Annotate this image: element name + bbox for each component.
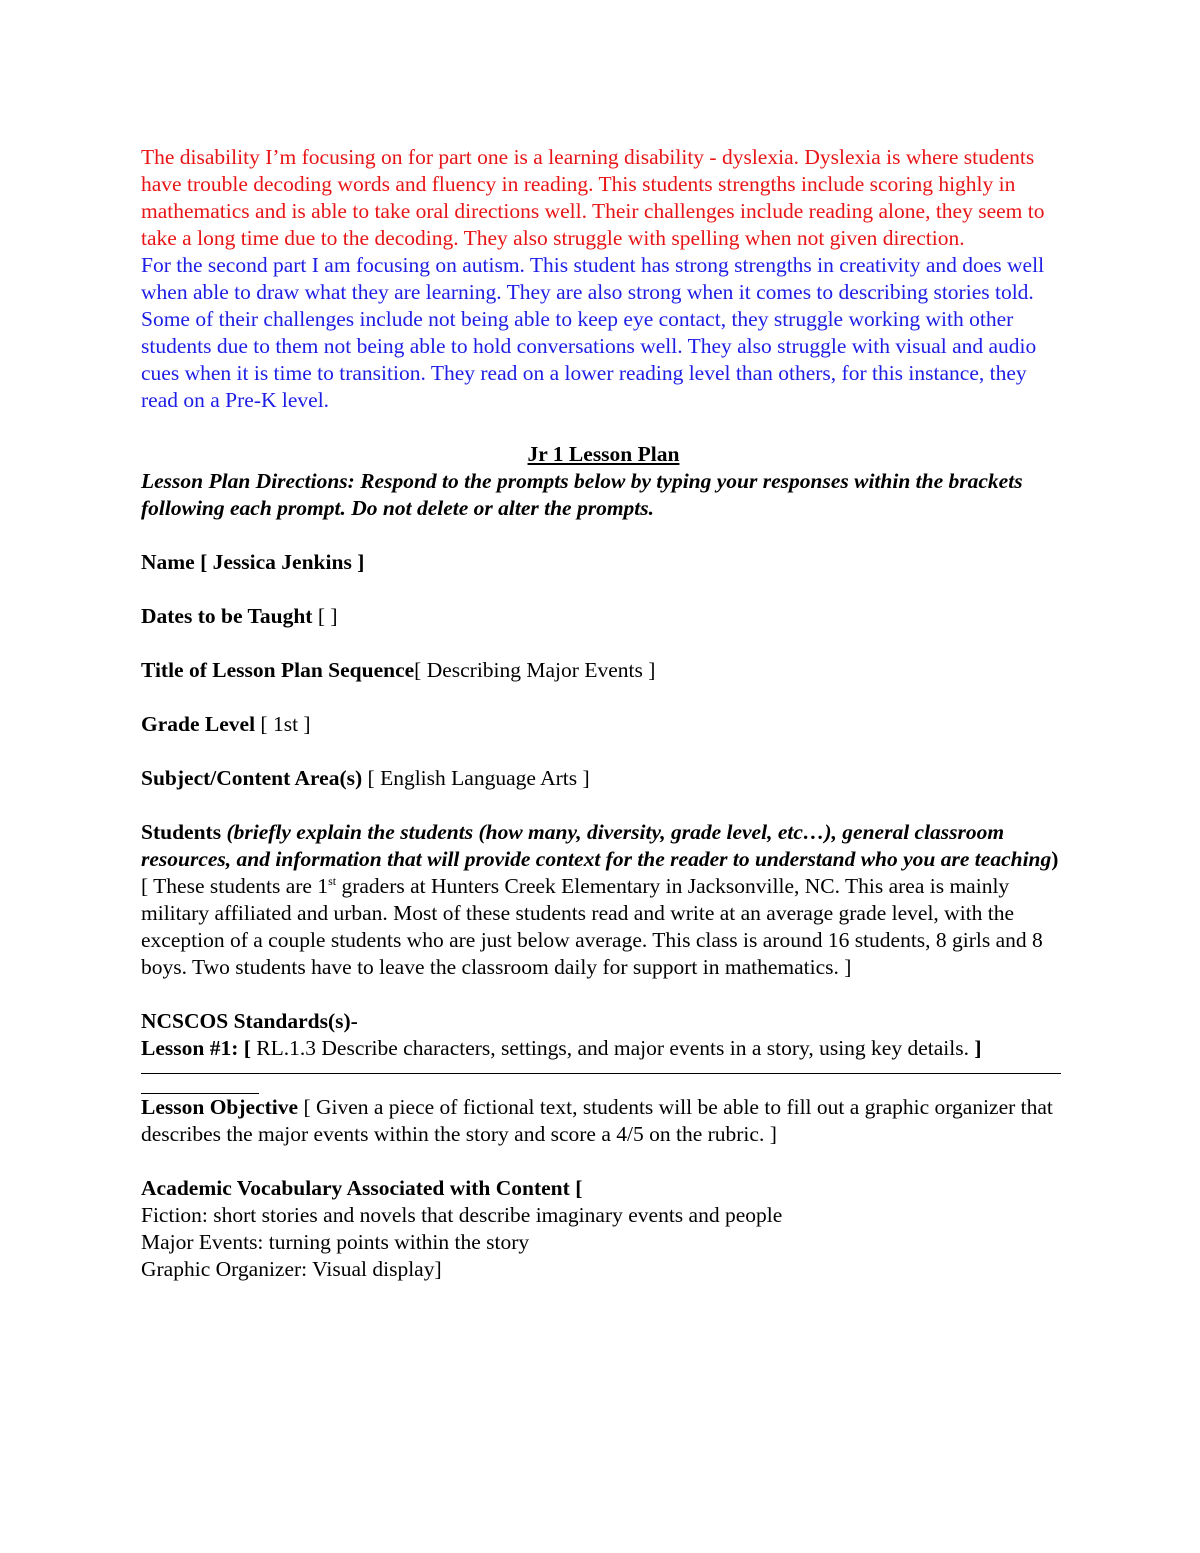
lesson-title-field (141, 657, 1066, 684)
standards-heading: NCSCOS Standards(s)- (141, 1009, 358, 1033)
students-field (141, 819, 1066, 981)
document-title: Jr 1 Lesson Plan (527, 442, 680, 466)
standards-open-bracket: [ (238, 1036, 257, 1060)
dates-field (141, 603, 1066, 630)
lesson-title-value: [ Describing Major Events ] (414, 658, 656, 682)
dates-value: [ ] (312, 604, 338, 628)
standards-lesson-label: Lesson #1: (141, 1036, 239, 1060)
dates-label: Dates to be Taught (141, 604, 313, 628)
lesson-title-label: Title of Lesson Plan Sequence (141, 658, 415, 682)
students-close-paren: ) (1051, 847, 1059, 871)
objective-value: [ Given a piece of fictional text, students will be able to fill out a graphic organizer that describes the major events within the story and score a 4/5 on the rubric. ] (141, 1095, 1053, 1146)
vocabulary-line: Graphic Organizer: Visual display] (141, 1257, 442, 1281)
subject-field (141, 765, 1066, 792)
students-value-end: graders at Hunters Creek Elementary in Jacksonville, NC. This area is mainly military affiliated and urban. Most of these students read and write at an average grade level, with the exception of a couple students who are just below average. This class is around 16 students, 8 girls and 8 boys. Two students have to leave the classroom daily for support in mathematics. ] (141, 874, 1043, 979)
intro-part-two: For the second part I am focusing on autism. This student has strong strengths in creativity and does well when able to draw what they are learning. They are also strong when it comes to describing stories told. Some of their challenges include not being able to keep eye contact, they struggle working with other students due to them not being able to hold conversations well. They also struggle with visual and audio cues when it is time to transition. They read on a lower reading level than others, for this instance, they read on a Pre-K level. (141, 253, 1045, 412)
students-value-start: [ These students are 1 (141, 874, 329, 898)
students-label: Students (141, 820, 227, 844)
divider-line (141, 1062, 1061, 1074)
students-value-sup: st (328, 873, 337, 888)
intro-part-one: The disability I’m focusing on for part one is a learning disability - dyslexia. Dyslexia is where students have trouble decoding words and fluency in reading. This students strengths include scoring highly in mathematics and is able to take oral directions well. Their challenges include reading alone, they seem to take a long time due to the decoding. They also struggle with spelling when not given direction. (141, 145, 1045, 250)
vocabulary-label: Academic Vocabulary Associated with Content (141, 1176, 570, 1200)
standards-lesson-1 (141, 1035, 1066, 1062)
vocabulary-heading (141, 1175, 1066, 1202)
objective-field (141, 1094, 1066, 1148)
document-page (141, 144, 1066, 1283)
vocabulary-line: Major Events: turning points within the story (141, 1230, 530, 1254)
students-prompt: (briefly explain the students (how many, diversity, grade level, etc…), general classroom resources, and information that will provide context for the reader to understand who you are teaching (141, 820, 1052, 871)
standards-value: RL.1.3 Describe characters, settings, and major events in a story, using key details. (256, 1036, 969, 1060)
vocabulary-line: Fiction: short stories and novels that describe imaginary events and people (141, 1203, 783, 1227)
divider-short-line (141, 1074, 259, 1094)
standards-close-bracket: ] (968, 1036, 982, 1060)
grade-value: [ 1st ] (255, 712, 311, 736)
name-field (141, 549, 1066, 576)
lesson-plan-directions: Lesson Plan Directions: Respond to the prompts below by typing your responses within the brackets following each prompt. Do not delete or alter the prompts. (141, 469, 1023, 520)
grade-label: Grade Level (141, 712, 256, 736)
subject-label: Subject/Content Area(s) (141, 766, 363, 790)
grade-field (141, 711, 1066, 738)
vocabulary-open-bracket: [ (569, 1176, 583, 1200)
name-label: Name [ (141, 550, 213, 574)
subject-value: [ English Language Arts ] (362, 766, 590, 790)
objective-label: Lesson Objective (141, 1095, 299, 1119)
name-value: Jessica Jenkins ] (212, 550, 365, 574)
